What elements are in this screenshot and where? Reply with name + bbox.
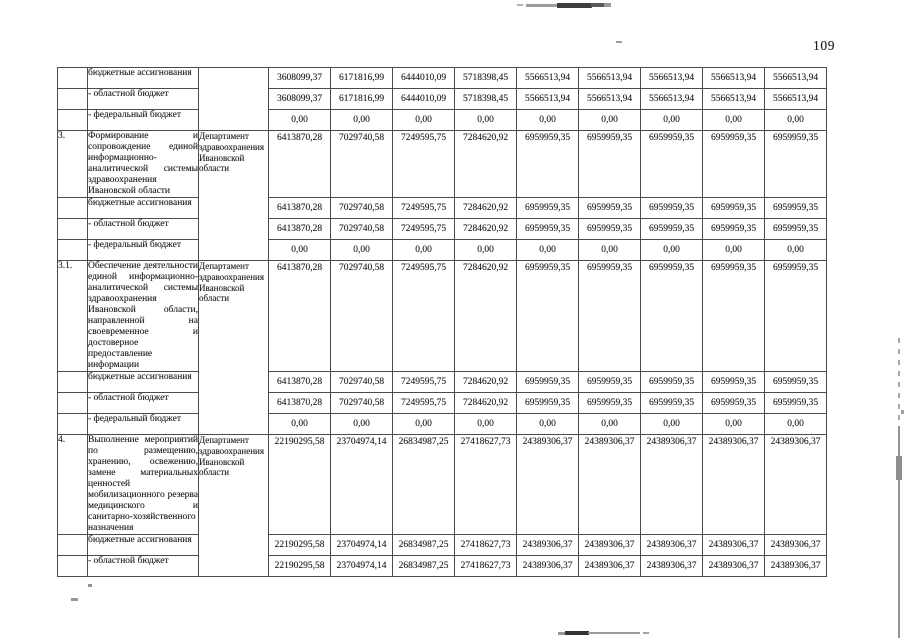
budget-line-label-cell: - областной бюджет (88, 89, 199, 110)
value-cell: 24389306,37 (579, 435, 641, 535)
budget-line-label-cell: - областной бюджет (88, 219, 199, 240)
value-cell: 27418627,73 (455, 435, 517, 535)
scan-artifact-bottom-smudge (588, 632, 640, 634)
value-cell: 5566513,94 (765, 89, 827, 110)
value-cell: 5566513,94 (641, 68, 703, 89)
value-cell: 24389306,37 (517, 435, 579, 535)
value-cell: 23704974,14 (331, 556, 393, 577)
table-row (58, 393, 827, 414)
budget-line-label-cell: бюджетные ассигнования (88, 198, 199, 219)
value-cell: 7029740,58 (331, 131, 393, 198)
table-row (58, 89, 827, 110)
value-cell: 7284620,92 (455, 131, 517, 198)
value-cell: 0,00 (393, 240, 455, 261)
table-row (58, 535, 827, 556)
row-number-cell (58, 556, 88, 577)
scan-artifact-bottom-smudge (643, 632, 649, 634)
value-cell: 0,00 (517, 240, 579, 261)
value-cell: 7284620,92 (455, 198, 517, 219)
value-cell: 6959959,35 (765, 198, 827, 219)
value-cell: 6959959,35 (517, 219, 579, 240)
value-cell: 5566513,94 (579, 68, 641, 89)
value-cell: 6959959,35 (765, 131, 827, 198)
executor-cell: Департамент здравоохранения Ивановской области (199, 261, 269, 435)
row-number-cell: 3. (58, 131, 88, 198)
value-cell: 7029740,58 (331, 372, 393, 393)
value-cell: 7284620,92 (455, 219, 517, 240)
value-cell: 6959959,35 (765, 372, 827, 393)
budget-line-label-cell: бюджетные ассигнования (88, 535, 199, 556)
value-cell: 24389306,37 (641, 556, 703, 577)
table-row (58, 435, 827, 535)
value-cell: 5566513,94 (765, 68, 827, 89)
value-cell: 22190295,58 (269, 535, 331, 556)
value-cell: 6413870,28 (269, 393, 331, 414)
budget-table (57, 67, 827, 577)
value-cell: 27418627,73 (455, 535, 517, 556)
value-cell: 0,00 (641, 414, 703, 435)
value-cell: 24389306,37 (703, 435, 765, 535)
value-cell: 6959959,35 (579, 393, 641, 414)
budget-line-label-cell: - федеральный бюджет (88, 240, 199, 261)
value-cell: 0,00 (703, 110, 765, 131)
value-cell: 24389306,37 (765, 535, 827, 556)
value-cell: 24389306,37 (517, 535, 579, 556)
value-cell: 0,00 (579, 110, 641, 131)
budget-line-label-cell: - областной бюджет (88, 556, 199, 577)
value-cell: 0,00 (393, 414, 455, 435)
value-cell: 6413870,28 (269, 198, 331, 219)
value-cell: 0,00 (269, 110, 331, 131)
value-cell: 6959959,35 (517, 198, 579, 219)
value-cell: 5566513,94 (517, 89, 579, 110)
value-cell: 0,00 (269, 240, 331, 261)
value-cell: 7284620,92 (455, 372, 517, 393)
value-cell: 27418627,73 (455, 556, 517, 577)
value-cell: 7249595,75 (393, 393, 455, 414)
value-cell: 6171816,99 (331, 89, 393, 110)
value-cell: 6959959,35 (703, 372, 765, 393)
row-number-cell: 4. (58, 435, 88, 535)
value-cell: 0,00 (455, 110, 517, 131)
table-row (58, 198, 827, 219)
scan-artifact-top-smudge (517, 4, 523, 6)
value-cell: 3608099,37 (269, 68, 331, 89)
value-cell: 6959959,35 (703, 198, 765, 219)
value-cell: 0,00 (765, 240, 827, 261)
value-cell: 5566513,94 (517, 68, 579, 89)
value-cell: 23704974,14 (331, 435, 393, 535)
value-cell: 24389306,37 (703, 556, 765, 577)
value-cell: 7029740,58 (331, 198, 393, 219)
value-cell: 5718398,45 (455, 89, 517, 110)
row-number-cell (58, 240, 88, 261)
value-cell: 0,00 (331, 414, 393, 435)
value-cell: 6959959,35 (641, 393, 703, 414)
value-cell: 6413870,28 (269, 131, 331, 198)
value-cell: 7029740,58 (331, 219, 393, 240)
value-cell: 7284620,92 (455, 261, 517, 372)
table-row (58, 414, 827, 435)
value-cell: 0,00 (641, 240, 703, 261)
table-row (58, 261, 827, 372)
scan-artifact-top-smudge (591, 3, 605, 7)
value-cell: 24389306,37 (765, 435, 827, 535)
value-cell: 0,00 (331, 240, 393, 261)
scan-artifact-top-smudge (604, 3, 611, 7)
table-row (58, 68, 827, 89)
value-cell: 5566513,94 (641, 89, 703, 110)
measure-name-cell: Выполнение мероприятий по размещению, хранению, освежению, замене материальных ценностей мобилизационного резерва медицинского и санитарно-хозяйственного назначения (88, 435, 198, 533)
value-cell: 24389306,37 (641, 435, 703, 535)
scan-speck (71, 598, 78, 601)
value-cell: 6413870,28 (269, 219, 331, 240)
value-cell: 22190295,58 (269, 556, 331, 577)
value-cell: 6413870,28 (269, 372, 331, 393)
value-cell: 24389306,37 (517, 556, 579, 577)
value-cell: 6959959,35 (517, 393, 579, 414)
executor-cell (199, 68, 269, 131)
row-number-cell: 3.1. (58, 261, 88, 372)
value-cell: 7029740,58 (331, 261, 393, 372)
value-cell: 0,00 (269, 414, 331, 435)
value-cell: 6959959,35 (579, 372, 641, 393)
budget-line-label-cell: бюджетные ассигнования (88, 372, 199, 393)
row-number-cell (58, 68, 88, 89)
value-cell: 26834987,25 (393, 556, 455, 577)
scan-artifact-right-edge (896, 456, 902, 480)
value-cell: 5718398,45 (455, 68, 517, 89)
value-cell: 6959959,35 (641, 198, 703, 219)
value-cell: 7249595,75 (393, 198, 455, 219)
row-number-cell (58, 393, 88, 414)
scan-artifact-right-edge (898, 338, 900, 426)
scan-artifact-top-smudge (526, 4, 558, 7)
table-row (58, 110, 827, 131)
budget-line-label-cell: - федеральный бюджет (88, 414, 199, 435)
table-row (58, 372, 827, 393)
scan-artifact-top-smudge (557, 3, 592, 8)
value-cell: 6959959,35 (517, 372, 579, 393)
row-number-cell (58, 198, 88, 219)
executor-cell: Департамент здравоохранения Ивановской области (199, 435, 269, 577)
value-cell: 6959959,35 (579, 131, 641, 198)
scan-speck (88, 584, 92, 587)
value-cell: 0,00 (765, 110, 827, 131)
value-cell: 6959959,35 (703, 131, 765, 198)
value-cell: 6959959,35 (641, 261, 703, 372)
row-number-cell (58, 89, 88, 110)
page-number: 109 (813, 38, 836, 53)
value-cell: 0,00 (641, 110, 703, 131)
value-cell: 0,00 (703, 414, 765, 435)
row-number-cell (58, 110, 88, 131)
value-cell: 0,00 (579, 414, 641, 435)
value-cell: 22190295,58 (269, 435, 331, 535)
value-cell: 6959959,35 (517, 261, 579, 372)
value-cell: 6413870,28 (269, 261, 331, 372)
value-cell: 24389306,37 (703, 535, 765, 556)
value-cell: 6959959,35 (579, 219, 641, 240)
value-cell: 24389306,37 (765, 556, 827, 577)
scan-artifact-bottom-smudge (558, 632, 565, 635)
scan-artifact-right-edge (901, 410, 904, 414)
row-number-cell (58, 535, 88, 556)
value-cell: 7249595,75 (393, 131, 455, 198)
value-cell: 7284620,92 (455, 393, 517, 414)
budget-table-body (58, 68, 827, 577)
value-cell: 6959959,35 (641, 219, 703, 240)
value-cell: 24389306,37 (641, 535, 703, 556)
value-cell: 6444010,09 (393, 68, 455, 89)
table-row (58, 219, 827, 240)
value-cell: 0,00 (455, 414, 517, 435)
value-cell: 6959959,35 (579, 198, 641, 219)
value-cell: 5566513,94 (579, 89, 641, 110)
value-cell: 0,00 (455, 240, 517, 261)
scan-speck (616, 41, 622, 43)
value-cell: 24389306,37 (579, 556, 641, 577)
value-cell: 0,00 (517, 414, 579, 435)
value-cell: 6959959,35 (703, 219, 765, 240)
value-cell: 6959959,35 (703, 261, 765, 372)
value-cell: 6959959,35 (579, 261, 641, 372)
value-cell: 26834987,25 (393, 535, 455, 556)
row-number-cell (58, 219, 88, 240)
budget-line-label-cell: - федеральный бюджет (88, 110, 199, 131)
measure-name-cell: Формирование и сопровождение единой информационно-аналитической системы здравоохранения Ивановской области (88, 131, 198, 196)
value-cell: 6171816,99 (331, 68, 393, 89)
value-cell: 0,00 (579, 240, 641, 261)
table-row (58, 240, 827, 261)
value-cell: 7029740,58 (331, 393, 393, 414)
executor-cell: Департамент здравоохранения Ивановской области (199, 131, 269, 261)
budget-line-label-cell: бюджетные ассигнования (88, 68, 199, 89)
value-cell: 7249595,75 (393, 261, 455, 372)
value-cell: 6444010,09 (393, 89, 455, 110)
value-cell: 7249595,75 (393, 372, 455, 393)
value-cell: 26834987,25 (393, 435, 455, 535)
value-cell: 23704974,14 (331, 535, 393, 556)
value-cell: 0,00 (765, 414, 827, 435)
value-cell: 3608099,37 (269, 89, 331, 110)
value-cell: 6959959,35 (765, 219, 827, 240)
value-cell: 0,00 (393, 110, 455, 131)
value-cell: 5566513,94 (703, 89, 765, 110)
row-number-cell (58, 372, 88, 393)
scan-artifact-bottom-smudge (565, 631, 589, 635)
value-cell: 0,00 (331, 110, 393, 131)
value-cell: 5566513,94 (703, 68, 765, 89)
row-number-cell (58, 414, 88, 435)
value-cell: 6959959,35 (703, 393, 765, 414)
value-cell: 0,00 (517, 110, 579, 131)
measure-name-cell: Обеспечение деятельности единой информационно-аналитической системы здравоохранения Ивановской области, направленной на своевременное и достоверное предоставление информации (88, 261, 198, 370)
value-cell: 6959959,35 (641, 131, 703, 198)
budget-line-label-cell: - областной бюджет (88, 393, 199, 414)
value-cell: 24389306,37 (579, 535, 641, 556)
table-row (58, 556, 827, 577)
value-cell: 0,00 (703, 240, 765, 261)
value-cell: 6959959,35 (765, 261, 827, 372)
value-cell: 7249595,75 (393, 219, 455, 240)
value-cell: 6959959,35 (517, 131, 579, 198)
value-cell: 6959959,35 (641, 372, 703, 393)
value-cell: 6959959,35 (765, 393, 827, 414)
table-row (58, 131, 827, 198)
